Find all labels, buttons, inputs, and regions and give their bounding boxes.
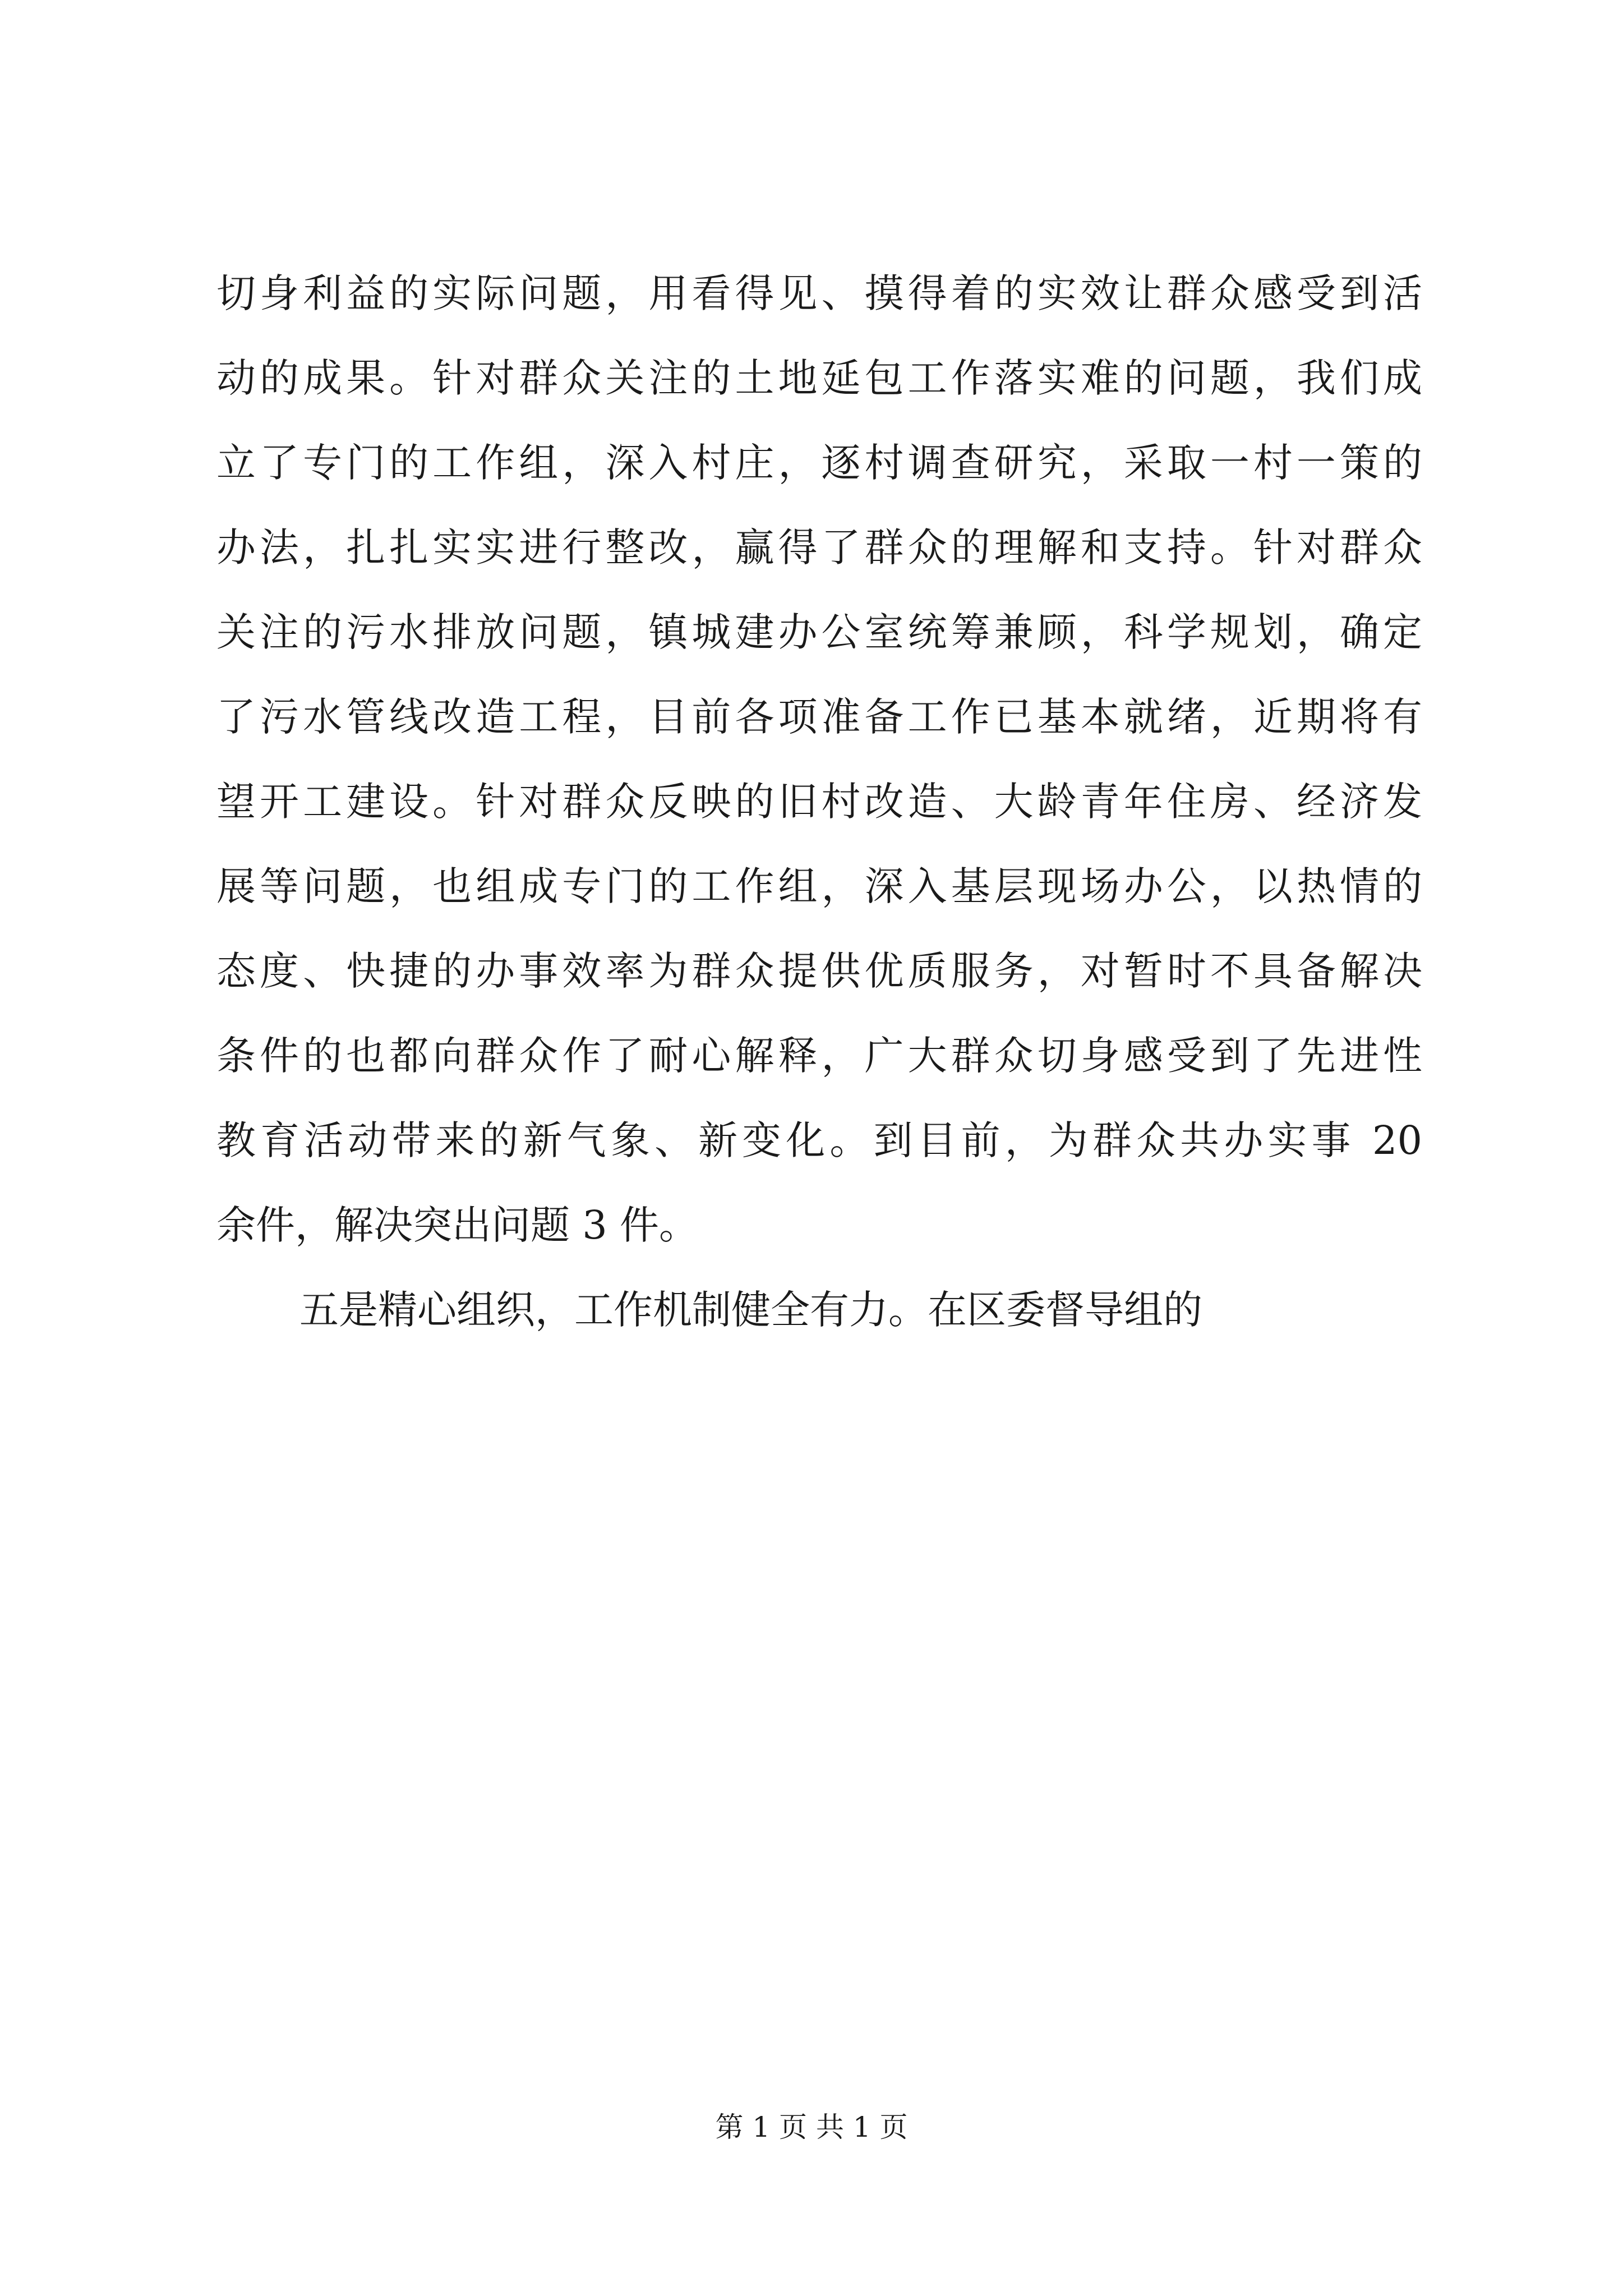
text-line: 态度、快捷的办事效率为群众提供优质服务，对暂时不具备解决 (216, 948, 1422, 994)
text-line: 动的成果。针对群众关注的土地延包工作落实难的问题，我们成 (216, 355, 1422, 401)
text-line: 关注的污水排放问题，镇城建办公室统筹兼顾，科学规划，确定 (216, 609, 1422, 655)
text-line: 条件的也都向群众作了耐心解释，广大群众切身感受到了先进性 (216, 1033, 1422, 1079)
text-line: 了污水管线改造工程，目前各项准备工作已基本就绪，近期将有 (216, 694, 1422, 740)
text-line: 教育活动带来的新气象、新变化。到目前，为群众共办实事 20 (216, 1117, 1422, 1163)
page-number-footer: 第 1 页 共 1 页 (715, 2111, 908, 2143)
text-line: 立了专门的工作组，深入村庄，逐村调查研究，采取一村一策的 (216, 440, 1422, 486)
text-line: 展等问题，也组成专门的工作组，深入基层现场办公，以热情的 (216, 863, 1422, 909)
text-line: 余件，解决突出问题 3 件。 (216, 1202, 699, 1248)
text-line: 望开工建设。针对群众反映的旧村改造、大龄青年住房、经济发 (216, 779, 1422, 825)
body-text (216, 251, 1422, 1352)
paragraph-first-line: 五是精心组织，工作机制健全有力。在区委督导组的 (299, 1287, 1202, 1333)
text-line: 切身利益的实际问题，用看得见、摸得着的实效让群众感受到活 (216, 270, 1422, 316)
text-line: 办法，扎扎实实进行整改，赢得了群众的理解和支持。针对群众 (216, 524, 1422, 570)
